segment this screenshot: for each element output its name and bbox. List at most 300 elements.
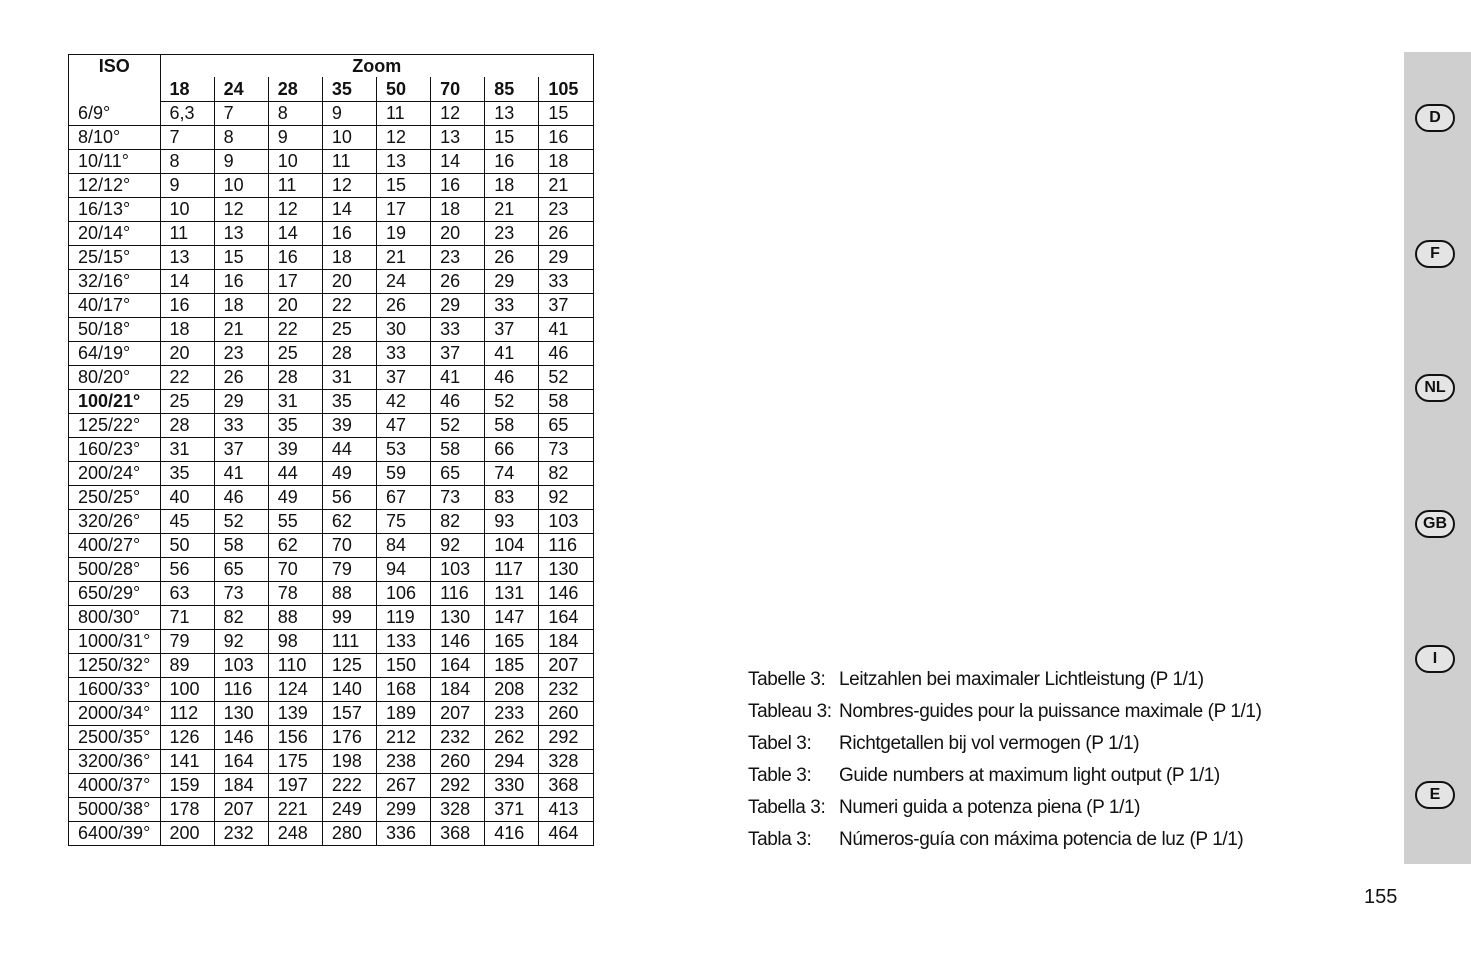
caption-line (748, 728, 1348, 760)
iso-cell: 250/25° (69, 486, 160, 510)
guide-number-cell: 198 (322, 750, 376, 774)
guide-number-cell: 12 (268, 198, 322, 222)
focal-length-header: 24 (214, 77, 268, 102)
guide-number-cell: 184 (214, 774, 268, 798)
guide-number-cell: 280 (322, 822, 376, 846)
guide-number-cell: 175 (268, 750, 322, 774)
guide-number-cell: 79 (322, 558, 376, 582)
guide-number-cell: 21 (485, 198, 539, 222)
caption-text: Richtgetallen bij vol vermogen (P 1/1) (839, 733, 1140, 754)
caption-label: Tabel 3: (748, 733, 812, 754)
guide-number-cell: 82 (539, 462, 593, 486)
guide-number-cell: 47 (377, 414, 431, 438)
guide-number-cell: 92 (539, 486, 593, 510)
guide-number-cell: 29 (485, 270, 539, 294)
focal-length-header: 105 (539, 77, 593, 102)
guide-number-cell: 52 (431, 414, 485, 438)
guide-number-cell: 16 (214, 270, 268, 294)
guide-number-cell: 11 (160, 222, 214, 246)
guide-number-cell: 44 (322, 438, 376, 462)
guide-number-cell: 147 (485, 606, 539, 630)
guide-number-cell: 267 (377, 774, 431, 798)
guide-number-cell: 6,3 (160, 102, 214, 126)
language-badge-gb[interactable]: GB (1415, 510, 1455, 538)
guide-number-cell: 70 (268, 558, 322, 582)
iso-cell: 10/11° (69, 150, 160, 174)
guide-number-cell: 62 (322, 510, 376, 534)
guide-number-cell: 368 (539, 774, 593, 798)
table-row (69, 558, 593, 582)
guide-number-cell: 29 (539, 246, 593, 270)
iso-cell: 1250/32° (69, 654, 160, 678)
guide-number-cell: 8 (214, 126, 268, 150)
focal-length-header: 28 (268, 77, 322, 102)
zoom-column-header: Zoom (352, 56, 402, 76)
table-row (69, 630, 593, 654)
guide-number-cell: 21 (539, 174, 593, 198)
iso-cell: 5000/38° (69, 798, 160, 822)
guide-number-cell: 53 (377, 438, 431, 462)
guide-number-cell: 164 (539, 606, 593, 630)
guide-number-cell: 10 (268, 150, 322, 174)
guide-number-cell: 260 (431, 750, 485, 774)
guide-number-cell: 260 (539, 702, 593, 726)
guide-number-cell: 17 (377, 198, 431, 222)
guide-number-cell: 20 (268, 294, 322, 318)
guide-number-grid (69, 55, 593, 845)
guide-number-cell: 52 (214, 510, 268, 534)
table-row (69, 366, 593, 390)
language-badge-f[interactable]: F (1415, 240, 1455, 268)
guide-number-cell: 116 (214, 678, 268, 702)
guide-number-cell: 37 (214, 438, 268, 462)
guide-number-cell: 165 (485, 630, 539, 654)
guide-number-cell: 10 (322, 126, 376, 150)
table-row (69, 510, 593, 534)
guide-number-cell: 130 (539, 558, 593, 582)
table-row (69, 390, 593, 414)
guide-number-cell: 116 (539, 534, 593, 558)
guide-number-cell: 35 (268, 414, 322, 438)
language-badge-d[interactable]: D (1415, 104, 1455, 132)
guide-number-cell: 41 (485, 342, 539, 366)
table-row (69, 654, 593, 678)
guide-number-cell: 178 (160, 798, 214, 822)
guide-number-cell: 299 (377, 798, 431, 822)
guide-number-cell: 168 (377, 678, 431, 702)
guide-number-cell: 26 (214, 366, 268, 390)
guide-number-cell: 82 (214, 606, 268, 630)
guide-number-cell: 18 (431, 198, 485, 222)
table-row (69, 582, 593, 606)
guide-number-cell: 65 (214, 558, 268, 582)
language-tab-strip (1404, 52, 1471, 864)
guide-number-cell: 233 (485, 702, 539, 726)
guide-number-cell: 16 (539, 126, 593, 150)
table-body (69, 102, 593, 846)
iso-cell: 200/24° (69, 462, 160, 486)
guide-number-cell: 416 (485, 822, 539, 846)
guide-number-cell: 33 (539, 270, 593, 294)
guide-number-cell: 164 (214, 750, 268, 774)
caption-line (748, 664, 1348, 696)
guide-number-cell: 41 (431, 366, 485, 390)
guide-number-cell: 40 (160, 486, 214, 510)
table-row (69, 270, 593, 294)
iso-cell: 1000/31° (69, 630, 160, 654)
guide-number-cell: 88 (322, 582, 376, 606)
guide-number-cell: 139 (268, 702, 322, 726)
guide-number-cell: 75 (377, 510, 431, 534)
table-row (69, 102, 593, 126)
guide-number-cell: 49 (268, 486, 322, 510)
guide-number-cell: 46 (431, 390, 485, 414)
iso-cell: 800/30° (69, 606, 160, 630)
guide-number-cell: 328 (431, 798, 485, 822)
guide-number-cell: 35 (322, 390, 376, 414)
iso-cell: 400/27° (69, 534, 160, 558)
guide-number-cell: 13 (377, 150, 431, 174)
guide-number-cell: 104 (485, 534, 539, 558)
guide-number-cell: 131 (485, 582, 539, 606)
guide-number-cell: 13 (431, 126, 485, 150)
caption-line (748, 792, 1348, 824)
guide-number-cell: 184 (431, 678, 485, 702)
language-badge-e[interactable]: E (1415, 781, 1455, 809)
guide-number-cell: 82 (431, 510, 485, 534)
guide-number-cell: 336 (377, 822, 431, 846)
guide-number-cell: 33 (485, 294, 539, 318)
page-number: 155 (1364, 886, 1398, 908)
iso-cell: 1600/33° (69, 678, 160, 702)
iso-cell: 80/20° (69, 366, 160, 390)
guide-number-cell: 11 (377, 102, 431, 126)
guide-number-cell: 37 (431, 342, 485, 366)
caption-line (748, 824, 1348, 856)
table-row (69, 246, 593, 270)
guide-number-cell: 71 (160, 606, 214, 630)
caption-text: Numeri guida a potenza piena (P 1/1) (839, 797, 1141, 818)
guide-number-cell: 184 (539, 630, 593, 654)
guide-number-cell: 7 (160, 126, 214, 150)
guide-number-cell: 15 (214, 246, 268, 270)
iso-column-header: ISO (69, 55, 160, 102)
guide-number-cell: 368 (431, 822, 485, 846)
iso-cell: 64/19° (69, 342, 160, 366)
guide-number-cell: 103 (431, 558, 485, 582)
guide-number-cell: 159 (160, 774, 214, 798)
guide-number-cell: 328 (539, 750, 593, 774)
guide-number-cell: 23 (431, 246, 485, 270)
guide-number-cell: 292 (539, 726, 593, 750)
table-row (69, 222, 593, 246)
focal-length-header: 85 (485, 77, 539, 102)
guide-number-cell: 23 (539, 198, 593, 222)
guide-number-cell: 31 (322, 366, 376, 390)
guide-number-cell: 197 (268, 774, 322, 798)
caption-text: Leitzahlen bei maximaler Lichtleistung (P 1/1) (839, 669, 1204, 690)
guide-number-cell: 73 (431, 486, 485, 510)
guide-number-cell: 10 (160, 198, 214, 222)
guide-number-cell: 18 (539, 150, 593, 174)
iso-cell: 2000/34° (69, 702, 160, 726)
guide-number-cell: 52 (539, 366, 593, 390)
table-header-row (69, 55, 593, 77)
guide-number-cell: 37 (377, 366, 431, 390)
guide-number-cell: 24 (377, 270, 431, 294)
guide-number-cell: 93 (485, 510, 539, 534)
iso-cell: 320/26° (69, 510, 160, 534)
guide-number-cell: 140 (322, 678, 376, 702)
guide-number-cell: 25 (160, 390, 214, 414)
iso-cell: 650/29° (69, 582, 160, 606)
guide-number-cell: 464 (539, 822, 593, 846)
guide-number-cell: 12 (322, 174, 376, 198)
guide-number-cell: 89 (160, 654, 214, 678)
guide-number-cell: 248 (268, 822, 322, 846)
guide-number-cell: 70 (322, 534, 376, 558)
guide-number-cell: 56 (160, 558, 214, 582)
guide-number-cell: 65 (431, 462, 485, 486)
guide-number-cell: 185 (485, 654, 539, 678)
guide-number-cell: 150 (377, 654, 431, 678)
iso-cell: 3200/36° (69, 750, 160, 774)
table-row (69, 198, 593, 222)
guide-number-cell: 207 (214, 798, 268, 822)
guide-number-cell: 222 (322, 774, 376, 798)
caption-label: Tabla 3: (748, 829, 812, 850)
guide-number-cell: 92 (214, 630, 268, 654)
guide-number-cell: 46 (485, 366, 539, 390)
guide-number-cell: 15 (377, 174, 431, 198)
guide-number-cell: 94 (377, 558, 431, 582)
iso-cell: 6/9° (69, 102, 160, 126)
guide-number-cell: 23 (485, 222, 539, 246)
focal-length-header: 70 (431, 77, 485, 102)
iso-cell: 125/22° (69, 414, 160, 438)
iso-cell: 20/14° (69, 222, 160, 246)
focal-length-header: 18 (160, 77, 214, 102)
guide-number-cell: 116 (431, 582, 485, 606)
table-row (69, 606, 593, 630)
guide-number-cell: 28 (160, 414, 214, 438)
guide-number-cell: 39 (268, 438, 322, 462)
guide-number-cell: 12 (377, 126, 431, 150)
guide-number-cell: 42 (377, 390, 431, 414)
focal-length-header: 35 (322, 77, 376, 102)
guide-number-cell: 15 (485, 126, 539, 150)
guide-number-table (68, 54, 594, 846)
caption-text: Guide numbers at maximum light output (P 1/1) (839, 765, 1220, 786)
guide-number-cell: 103 (214, 654, 268, 678)
guide-number-cell: 20 (431, 222, 485, 246)
guide-number-cell: 232 (431, 726, 485, 750)
guide-number-cell: 9 (214, 150, 268, 174)
guide-number-cell: 238 (377, 750, 431, 774)
guide-number-cell: 88 (268, 606, 322, 630)
guide-number-cell: 37 (539, 294, 593, 318)
guide-number-cell: 11 (322, 150, 376, 174)
guide-number-cell: 46 (539, 342, 593, 366)
guide-number-cell: 62 (268, 534, 322, 558)
table-row (69, 822, 593, 846)
guide-number-cell: 18 (214, 294, 268, 318)
guide-number-cell: 249 (322, 798, 376, 822)
table-row (69, 534, 593, 558)
guide-number-cell: 50 (160, 534, 214, 558)
table-row (69, 150, 593, 174)
iso-cell: 40/17° (69, 294, 160, 318)
guide-number-cell: 55 (268, 510, 322, 534)
guide-number-cell: 130 (431, 606, 485, 630)
table-row (69, 702, 593, 726)
caption-text: Números-guía con máxima potencia de luz (P 1/1) (839, 829, 1244, 850)
iso-cell: 100/21° (69, 390, 160, 414)
guide-number-cell: 41 (214, 462, 268, 486)
guide-number-cell: 20 (160, 342, 214, 366)
guide-number-cell: 29 (431, 294, 485, 318)
guide-number-cell: 12 (431, 102, 485, 126)
caption-line (748, 696, 1348, 728)
guide-number-cell: 15 (539, 102, 593, 126)
guide-number-cell: 111 (322, 630, 376, 654)
guide-number-cell: 25 (322, 318, 376, 342)
caption-line (748, 760, 1348, 792)
guide-number-cell: 13 (214, 222, 268, 246)
guide-number-cell: 164 (431, 654, 485, 678)
guide-number-cell: 58 (214, 534, 268, 558)
guide-number-cell: 330 (485, 774, 539, 798)
guide-number-cell: 17 (268, 270, 322, 294)
guide-number-cell: 41 (539, 318, 593, 342)
guide-number-cell: 200 (169, 823, 200, 843)
iso-cell: 2500/35° (69, 726, 160, 750)
guide-number-cell: 44 (268, 462, 322, 486)
guide-number-cell: 33 (431, 318, 485, 342)
guide-number-cell: 30 (377, 318, 431, 342)
table-row (69, 126, 593, 150)
guide-number-cell: 92 (431, 534, 485, 558)
focal-length-header: 50 (377, 77, 431, 102)
guide-number-cell: 103 (539, 510, 593, 534)
guide-number-cell: 31 (160, 438, 214, 462)
guide-number-cell: 58 (485, 414, 539, 438)
guide-number-cell: 56 (322, 486, 376, 510)
table-row (69, 486, 593, 510)
guide-number-cell: 156 (268, 726, 322, 750)
guide-number-cell: 100 (160, 678, 214, 702)
iso-cell: 50/18° (69, 318, 160, 342)
guide-number-cell: 83 (485, 486, 539, 510)
guide-number-cell: 18 (485, 174, 539, 198)
table-row (69, 318, 593, 342)
guide-number-cell: 133 (377, 630, 431, 654)
table-row (69, 798, 593, 822)
guide-number-cell: 52 (485, 390, 539, 414)
guide-number-cell: 126 (160, 726, 214, 750)
guide-number-cell: 9 (160, 174, 214, 198)
guide-number-cell: 28 (268, 366, 322, 390)
guide-number-cell: 294 (485, 750, 539, 774)
guide-number-cell: 98 (268, 630, 322, 654)
table-row (69, 678, 593, 702)
iso-cell: 6400/39° (69, 822, 160, 846)
guide-number-cell: 157 (322, 702, 376, 726)
guide-number-cell: 28 (322, 342, 376, 366)
guide-number-cell: 7 (214, 102, 268, 126)
table-row (69, 294, 593, 318)
iso-cell: 4000/37° (69, 774, 160, 798)
guide-number-cell: 33 (214, 414, 268, 438)
guide-number-cell: 37 (485, 318, 539, 342)
guide-number-cell: 119 (377, 606, 431, 630)
guide-number-cell: 20 (322, 270, 376, 294)
guide-number-cell: 146 (214, 726, 268, 750)
guide-number-cell: 16 (431, 174, 485, 198)
guide-number-cell: 8 (268, 102, 322, 126)
guide-number-cell: 74 (485, 462, 539, 486)
guide-number-cell: 25 (268, 342, 322, 366)
guide-number-cell: 73 (539, 438, 593, 462)
guide-number-cell: 208 (485, 678, 539, 702)
guide-number-cell: 26 (431, 270, 485, 294)
guide-number-cell: 10 (214, 174, 268, 198)
guide-number-cell: 26 (539, 222, 593, 246)
iso-cell: 8/10° (69, 126, 160, 150)
language-badge-i[interactable]: I (1415, 645, 1455, 673)
guide-number-cell: 12 (214, 198, 268, 222)
guide-number-cell: 78 (268, 582, 322, 606)
guide-number-cell: 66 (485, 438, 539, 462)
guide-number-cell: 29 (214, 390, 268, 414)
table-captions (748, 664, 1348, 856)
caption-label: Tabella 3: (748, 797, 826, 818)
guide-number-cell: 21 (377, 246, 431, 270)
guide-number-cell: 46 (214, 486, 268, 510)
guide-number-cell: 9 (322, 102, 376, 126)
guide-number-cell: 141 (160, 750, 214, 774)
caption-text: Nombres-guides pour la puissance maximale (P 1/1) (839, 701, 1262, 722)
guide-number-cell: 413 (539, 798, 593, 822)
guide-number-cell: 124 (268, 678, 322, 702)
guide-number-cell: 49 (322, 462, 376, 486)
guide-number-cell: 189 (377, 702, 431, 726)
iso-cell: 16/13° (69, 198, 160, 222)
table-row (69, 438, 593, 462)
guide-number-cell: 22 (322, 294, 376, 318)
iso-cell: 32/16° (69, 270, 160, 294)
iso-cell: 25/15° (69, 246, 160, 270)
table-row (69, 726, 593, 750)
guide-number-cell: 26 (377, 294, 431, 318)
guide-number-cell: 73 (214, 582, 268, 606)
guide-number-cell: 371 (485, 798, 539, 822)
guide-number-cell: 106 (377, 582, 431, 606)
guide-number-cell: 16 (485, 150, 539, 174)
table-row (69, 750, 593, 774)
caption-label: Tableau 3: (748, 701, 832, 722)
guide-number-cell: 112 (160, 702, 214, 726)
guide-number-cell: 262 (485, 726, 539, 750)
table-row (69, 462, 593, 486)
guide-number-cell: 58 (431, 438, 485, 462)
guide-number-cell: 117 (485, 558, 539, 582)
guide-number-cell: 16 (160, 294, 214, 318)
language-badge-nl[interactable]: NL (1415, 374, 1455, 402)
guide-number-cell: 14 (431, 150, 485, 174)
guide-number-cell: 33 (377, 342, 431, 366)
guide-number-cell: 14 (160, 270, 214, 294)
